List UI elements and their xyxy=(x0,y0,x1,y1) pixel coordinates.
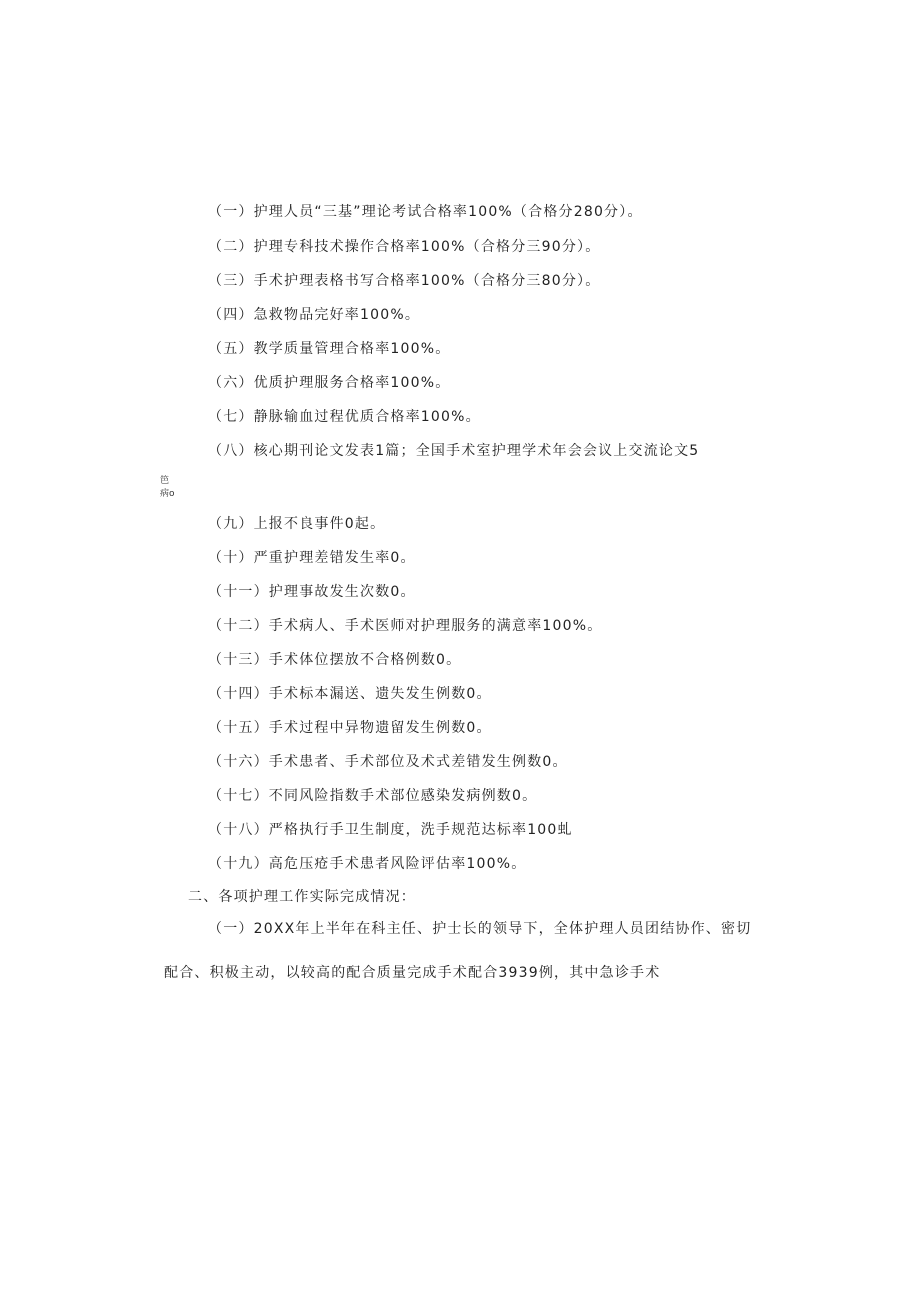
target-item-12: （十二）手术病人、手术医师对护理服务的满意率100%。 xyxy=(208,618,603,634)
target-item-7: （七）静脉输血过程优质合格率100%。 xyxy=(208,409,481,425)
target-item-9: （九）上报不良事件0起。 xyxy=(208,516,386,532)
target-item-8: （八）核心期刊论文发表1篇；全国手术室护理学术年会会议上交流论文5 xyxy=(208,443,700,459)
ocr-fragment-1: 笆 xyxy=(160,476,170,486)
target-item-19: （十九）高危压疮手术患者风险评估率100%。 xyxy=(208,856,527,872)
target-item-11: （十一）护理事故发生次数0。 xyxy=(208,584,416,600)
target-item-13: （十三）手术体位摆放不合格例数0。 xyxy=(208,652,462,668)
target-item-14: （十四）手术标本漏送、遗失发生例数0。 xyxy=(208,686,492,702)
target-item-17: （十七）不同风险指数手术部位感染发病例数0。 xyxy=(208,788,538,804)
target-item-4: （四）急救物品完好率100%。 xyxy=(208,307,421,323)
target-item-1: （一）护理人员“三基”理论考试合格率100%（合格分280分）。 xyxy=(208,204,643,220)
section-heading: 二、各项护理工作实际完成情况： xyxy=(188,889,416,905)
target-item-10: （十）严重护理差错发生率0。 xyxy=(208,550,416,566)
paragraph-line-1: （一）20XX年上半年在科主任、护士长的领导下，全体护理人员团结协作、密切 xyxy=(208,921,752,937)
target-item-5: （五）教学质量管理合格率100%。 xyxy=(208,341,451,357)
target-item-16: （十六）手术患者、手术部位及术式差错发生例数0。 xyxy=(208,754,568,770)
target-item-2: （二）护理专科技术操作合格率100%（合格分三90分）。 xyxy=(208,239,601,255)
target-item-6: （六）优质护理服务合格率100%。 xyxy=(208,375,451,391)
target-item-15: （十五）手术过程中异物遗留发生例数0。 xyxy=(208,720,492,736)
target-item-18: （十八）严格执行手卫生制度，洗手规范达标率100虬 xyxy=(208,822,573,838)
target-item-3: （三）手术护理表格书写合格率100%（合格分三80分）。 xyxy=(208,273,601,289)
paragraph-line-2: 配合、积极主动，以较高的配合质量完成手术配合3939例，其中急诊手术 xyxy=(164,965,661,981)
ocr-fragment-2: 病o xyxy=(160,489,175,499)
